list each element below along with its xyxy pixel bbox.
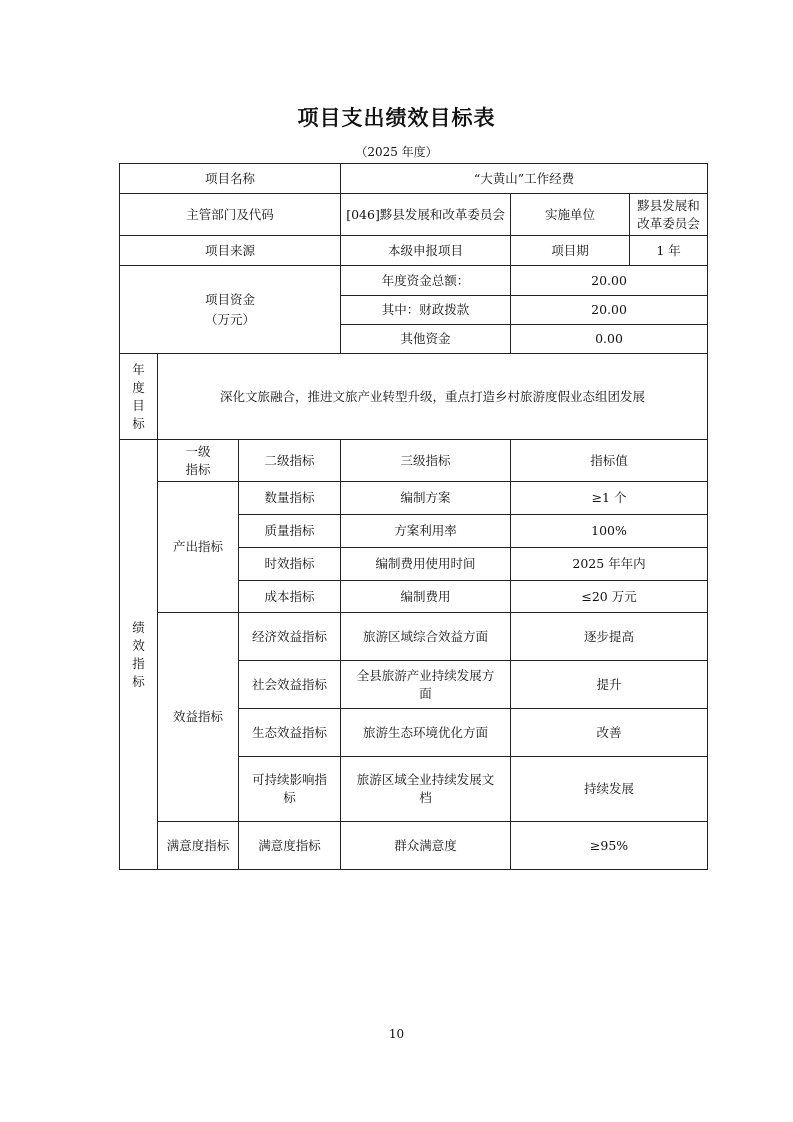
- value-cell: 提升: [511, 661, 708, 709]
- header-level2: 二级指标: [239, 440, 341, 482]
- page-number: 10: [388, 1027, 405, 1041]
- value-cell: 改善: [511, 709, 708, 757]
- value-cell: 持续发展: [511, 757, 708, 822]
- value-cell: 2025 年年内: [511, 548, 708, 581]
- level3-cell: 旅游区域综合效益方面: [341, 613, 511, 661]
- label-total-funds: 年度资金总额：: [341, 266, 511, 296]
- value-total-funds: 20.00: [511, 266, 708, 296]
- label-output-indicators: 产出指标: [158, 482, 239, 613]
- level3-cell: 旅游生态环境优化方面: [341, 709, 511, 757]
- level2-cell: 时效指标: [239, 548, 341, 581]
- level2-cell: 可持续影响指标: [239, 757, 341, 822]
- level3-cell: 方案利用率: [341, 515, 511, 548]
- row-project-name: [120, 164, 708, 194]
- label-other-funds: 其他资金: [341, 325, 511, 354]
- value-source: 本级申报项目: [341, 236, 511, 266]
- value-cell: 逐步提高: [511, 613, 708, 661]
- value-period: 1 年: [630, 236, 708, 266]
- label-annual-goal: 年度目标: [120, 354, 158, 440]
- value-other-funds: 0.00: [511, 325, 708, 354]
- label-dept: 主管部门及代码: [120, 194, 341, 236]
- performance-table: [119, 163, 708, 870]
- level2-cell: 社会效益指标: [239, 661, 341, 709]
- level3-cell: 旅游区域全业持续发展文档: [341, 757, 511, 822]
- level3-cell: 群众满意度: [341, 822, 511, 870]
- label-period: 项目期: [511, 236, 630, 266]
- row-source: [120, 236, 708, 266]
- header-level3: 三级指标: [341, 440, 511, 482]
- row-dept: [120, 194, 708, 236]
- value-impl-unit: 黟县发展和改革委员会: [630, 194, 708, 236]
- page-title: 项目支出绩效目标表: [297, 106, 496, 130]
- row-indicator-header: [120, 440, 708, 482]
- value-dept: [046]黟县发展和改革委员会: [341, 194, 511, 236]
- value-cell: ≤20 万元: [511, 581, 708, 613]
- label-performance: 绩效指标: [120, 440, 158, 870]
- level2-cell: 经济效益指标: [239, 613, 341, 661]
- row-total-funds: [120, 266, 708, 296]
- value-project-name: “大黄山”工作经费: [341, 164, 708, 194]
- level2-cell: 数量指标: [239, 482, 341, 515]
- level2-cell: 生态效益指标: [239, 709, 341, 757]
- value-cell: ≥95%: [511, 822, 708, 870]
- table-row: [120, 613, 708, 661]
- value-cell: ≥1 个: [511, 482, 708, 515]
- label-fiscal-funds: 其中：财政拨款: [341, 296, 511, 325]
- level2-cell: 质量指标: [239, 515, 341, 548]
- header-value: 指标值: [511, 440, 708, 482]
- label-impl-unit: 实施单位: [511, 194, 630, 236]
- value-fiscal-funds: 20.00: [511, 296, 708, 325]
- level3-cell: 全县旅游产业持续发展方面: [341, 661, 511, 709]
- table-row: [120, 482, 708, 515]
- level3-cell: 编制费用: [341, 581, 511, 613]
- header-level1: 一级 指标: [158, 440, 239, 482]
- label-project-name: 项目名称: [120, 164, 341, 194]
- level3-cell: 编制费用使用时间: [341, 548, 511, 581]
- level2-cell: 满意度指标: [239, 822, 341, 870]
- year-note: （2025 年度）: [355, 145, 438, 159]
- value-cell: 100%: [511, 515, 708, 548]
- value-annual-goal: 深化文旅融合，推进文旅产业转型升级，重点打造乡村旅游度假业态组团发展: [158, 354, 708, 440]
- table-row: [120, 822, 708, 870]
- level2-cell: 成本指标: [239, 581, 341, 613]
- label-funds: 项目资金 （万元）: [120, 266, 341, 354]
- label-benefit-indicators: 效益指标: [158, 613, 239, 822]
- label-satisfaction-indicators: 满意度指标: [158, 822, 239, 870]
- row-annual-goal: [120, 354, 708, 440]
- level3-cell: 编制方案: [341, 482, 511, 515]
- label-source: 项目来源: [120, 236, 341, 266]
